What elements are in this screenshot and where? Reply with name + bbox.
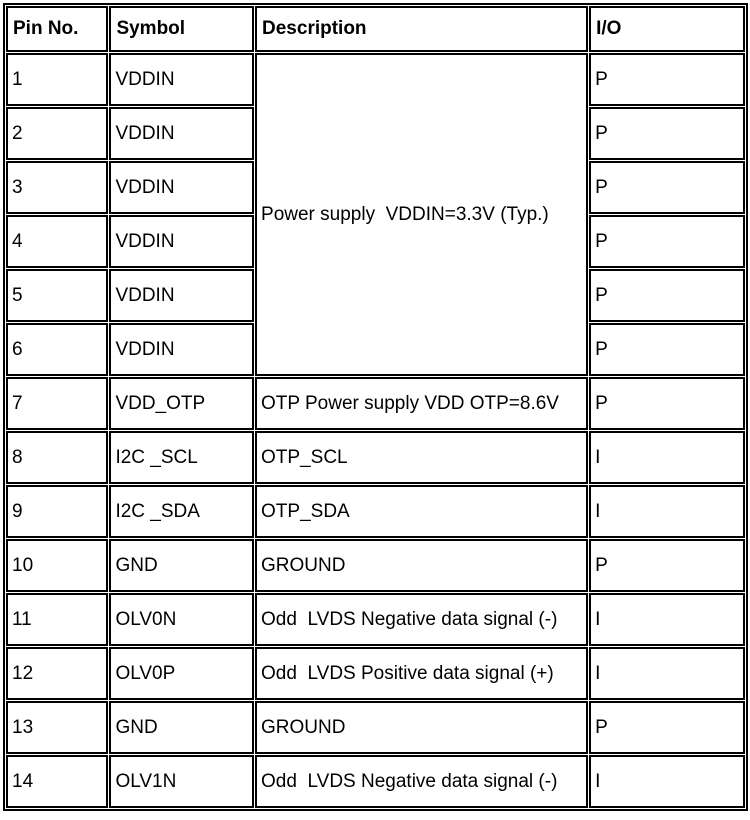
symbol-cell: VDDIN bbox=[109, 215, 254, 268]
pin-number-cell: 2 bbox=[6, 107, 108, 160]
table-row-pin-10 bbox=[6, 539, 745, 592]
table-row-pin-9 bbox=[6, 485, 745, 538]
col-header-symbol: Symbol bbox=[109, 6, 254, 52]
table-row-pin-11 bbox=[6, 593, 745, 646]
description-cell-merged: Power supply VDDIN=3.3V (Typ.) bbox=[255, 53, 588, 376]
table-row-pin-1 bbox=[6, 53, 745, 106]
symbol-cell: I2C _SDA bbox=[109, 485, 254, 538]
description-cell: OTP Power supply VDD OTP=8.6V bbox=[255, 377, 588, 430]
table-row-pin-12 bbox=[6, 647, 745, 700]
io-cell: I bbox=[589, 431, 745, 484]
table-row-pin-14 bbox=[6, 755, 745, 808]
pin-number-cell: 12 bbox=[6, 647, 108, 700]
table-row-pin-8 bbox=[6, 431, 745, 484]
header-row bbox=[6, 6, 745, 52]
io-cell: P bbox=[589, 539, 745, 592]
pin-number-cell: 7 bbox=[6, 377, 108, 430]
io-cell: I bbox=[589, 755, 745, 808]
pin-description-table bbox=[3, 3, 748, 811]
pin-number-cell: 4 bbox=[6, 215, 108, 268]
pin-number-cell: 8 bbox=[6, 431, 108, 484]
symbol-cell: GND bbox=[109, 539, 254, 592]
io-cell: P bbox=[589, 377, 745, 430]
symbol-cell: VDDIN bbox=[109, 323, 254, 376]
io-cell: P bbox=[589, 161, 745, 214]
symbol-cell: I2C _SCL bbox=[109, 431, 254, 484]
description-cell: Odd LVDS Positive data signal (+) bbox=[255, 647, 588, 700]
pin-number-cell: 6 bbox=[6, 323, 108, 376]
pin-number-cell: 13 bbox=[6, 701, 108, 754]
description-cell: OTP_SCL bbox=[255, 431, 588, 484]
col-header-io: I/O bbox=[589, 6, 745, 52]
io-cell: I bbox=[589, 593, 745, 646]
io-cell: P bbox=[589, 107, 745, 160]
pin-number-cell: 3 bbox=[6, 161, 108, 214]
io-cell: P bbox=[589, 701, 745, 754]
io-cell: P bbox=[589, 53, 745, 106]
description-cell: Odd LVDS Negative data signal (-) bbox=[255, 593, 588, 646]
pin-number-cell: 5 bbox=[6, 269, 108, 322]
table-row-pin-7 bbox=[6, 377, 745, 430]
symbol-cell: VDDIN bbox=[109, 269, 254, 322]
col-header-description: Description bbox=[255, 6, 588, 52]
pin-number-cell: 9 bbox=[6, 485, 108, 538]
io-cell: I bbox=[589, 485, 745, 538]
description-cell: GROUND bbox=[255, 701, 588, 754]
io-cell: P bbox=[589, 323, 745, 376]
description-cell: GROUND bbox=[255, 539, 588, 592]
pin-number-cell: 14 bbox=[6, 755, 108, 808]
symbol-cell: VDDIN bbox=[109, 161, 254, 214]
symbol-cell: OLV0P bbox=[109, 647, 254, 700]
description-cell: Odd LVDS Negative data signal (-) bbox=[255, 755, 588, 808]
table-row-pin-13 bbox=[6, 701, 745, 754]
description-cell: OTP_SDA bbox=[255, 485, 588, 538]
symbol-cell: GND bbox=[109, 701, 254, 754]
symbol-cell: VDDIN bbox=[109, 107, 254, 160]
io-cell: P bbox=[589, 215, 745, 268]
io-cell: P bbox=[589, 269, 745, 322]
pin-number-cell: 11 bbox=[6, 593, 108, 646]
symbol-cell: VDD_OTP bbox=[109, 377, 254, 430]
symbol-cell: OLV0N bbox=[109, 593, 254, 646]
pin-number-cell: 1 bbox=[6, 53, 108, 106]
col-header-pin-no: Pin No. bbox=[6, 6, 108, 52]
pin-number-cell: 10 bbox=[6, 539, 108, 592]
symbol-cell: OLV1N bbox=[109, 755, 254, 808]
symbol-cell: VDDIN bbox=[109, 53, 254, 106]
io-cell: I bbox=[589, 647, 745, 700]
